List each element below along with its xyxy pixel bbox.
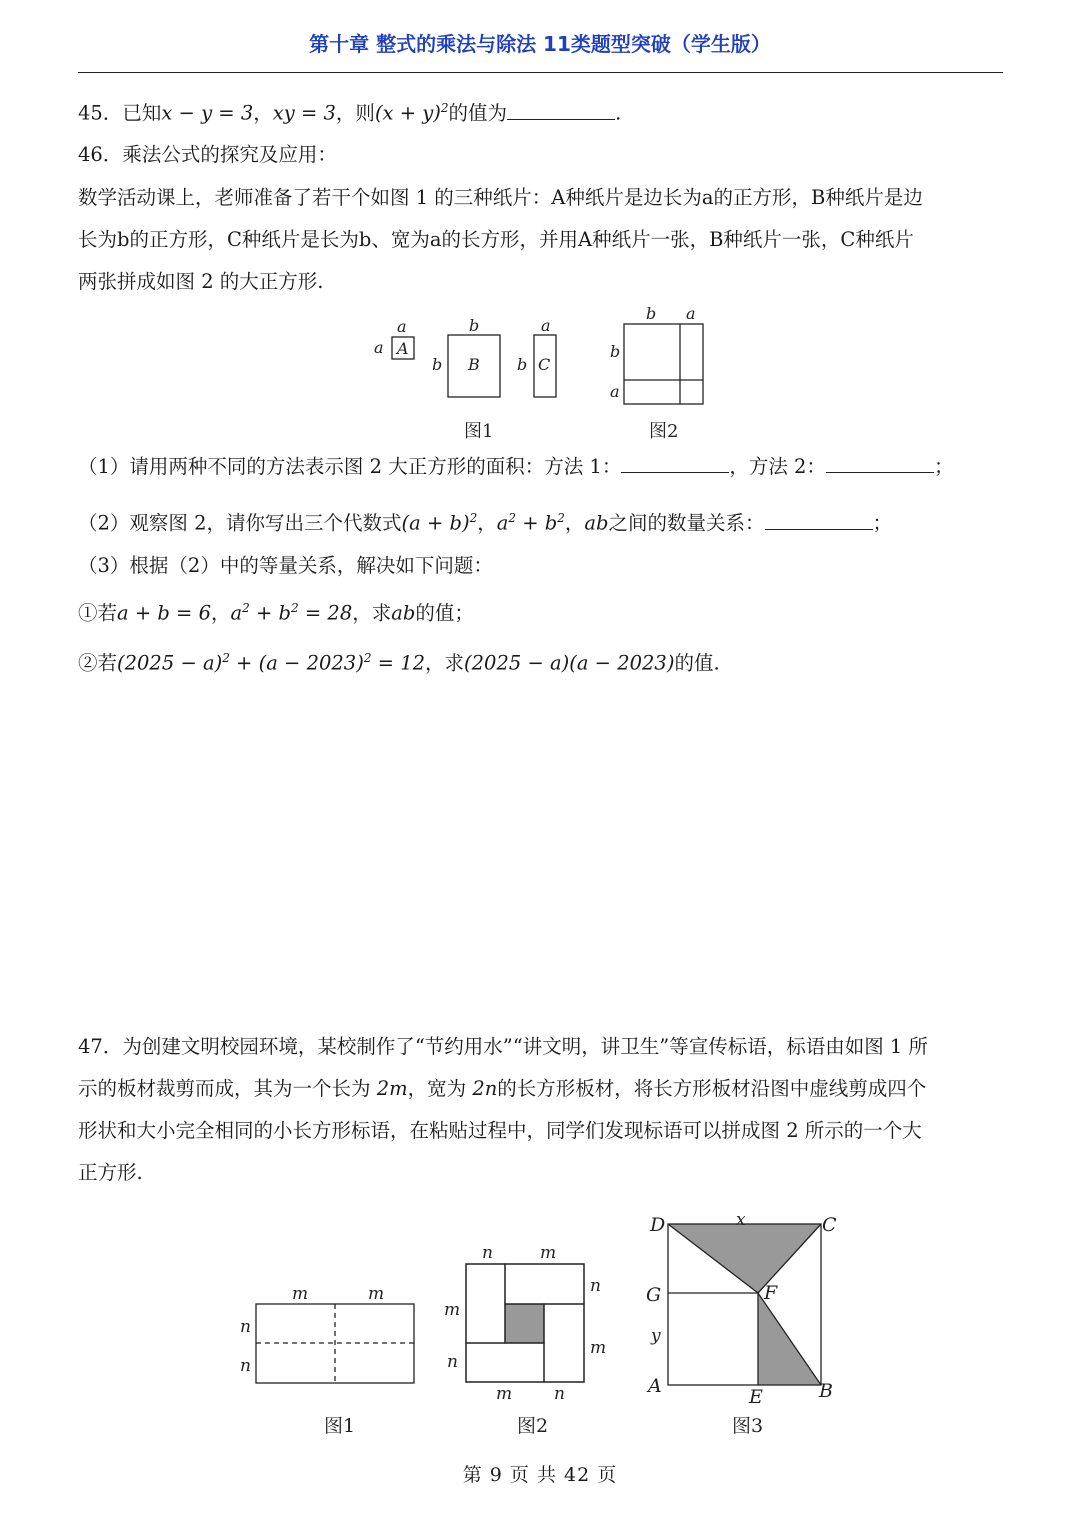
q46-part1-text: （1）请用两种不同的方法表示图 2 大正方形的面积：方法 1： <box>78 455 622 478</box>
q47-fig3-label-A: A <box>648 1375 662 1397</box>
q46-part2-text: （2）观察图 2，请你写出三个代数式 <box>78 511 402 535</box>
q46-sub2-exp2: 2 <box>363 651 372 665</box>
fig1-label-b-left: b <box>432 355 443 374</box>
q47-fig2-rect-left <box>466 1264 505 1343</box>
q46-part1-end: ； <box>933 455 954 478</box>
q46-sub2-expr2: + (a − 2023) <box>229 651 364 675</box>
page-header-title: 第十章 整式的乘法与除法 11类题型突破（学生版） <box>309 32 771 56</box>
fig1-label-a-left: a <box>374 338 384 357</box>
q46-part2-expr3: ab <box>584 511 609 535</box>
q46-number: 46． <box>78 143 123 166</box>
q45-sep: ， <box>253 101 273 125</box>
q46-part2-blank <box>765 511 873 530</box>
q46-sub2-ask: ，求 <box>425 651 465 675</box>
q46-sub1-exp2: 2 <box>291 601 299 615</box>
q47-fig3-label-B: B <box>819 1380 833 1402</box>
fig1-label-A: A <box>397 339 409 358</box>
q47-fig1-label-n2: n <box>240 1356 251 1376</box>
q46-sub-1 <box>78 594 1008 628</box>
q46-part1-blank-2 <box>826 454 934 473</box>
q47-line1: 为创建文明校园环境，某校制作了“节约用水”“讲文明，讲卫生”等宣传标语，标语由如图 1 所 <box>122 1035 929 1058</box>
q47-fig2-label-n-right: n <box>590 1276 601 1296</box>
q46-title: 乘法公式的探究及应用： <box>122 143 337 166</box>
fig1-label-c-left: b <box>517 355 528 374</box>
q47-fig2-rect-right <box>544 1304 584 1382</box>
q46-sub2-end: 的值. <box>674 651 720 675</box>
q47-fig3-label-y: y <box>651 1326 661 1346</box>
q47-fig1-label-m2: m <box>368 1284 385 1304</box>
q47-fig3-label-D: D <box>650 1214 666 1236</box>
q47-fig3-label-F: F <box>764 1282 778 1304</box>
q47-fig2-rect-bottom <box>466 1343 544 1382</box>
fig2-big-square <box>624 324 703 404</box>
q46-part-1 <box>78 453 1008 481</box>
q46-sub2-expr3: = 12 <box>371 651 426 675</box>
q46-part2-expr1: (a + b) <box>401 511 470 535</box>
q45-prefix: 已知 <box>122 101 162 125</box>
question-47-line-3: 形状和大小完全相同的小长方形标语，在粘贴过程中，同学们发现标语可以拼成图 2 所示的一个大 <box>78 1119 922 1142</box>
q47-fig2-label-n-left: n <box>447 1352 458 1372</box>
q46-part2-expr2a: a <box>496 511 509 535</box>
q46-sub1-end: 的值； <box>415 601 474 625</box>
q47-line2-n: 2n <box>472 1077 498 1100</box>
q45-mid: ，则 <box>335 101 375 125</box>
q46-part-2 <box>78 504 1008 538</box>
q45-number: 45． <box>78 101 123 125</box>
q46-figures <box>360 305 720 445</box>
q47-figures <box>230 1205 860 1450</box>
q46-part1-method2: ，方法 2： <box>729 455 826 478</box>
q46-intro-line-2: 长为b的正方形，C种纸片是长为b、宽为a的长方形，并用A种纸片一张，B种纸片一张，C种纸片 <box>78 228 914 251</box>
q47-line2c: 的长方形板材，将长方形板材沿图中虚线剪成四个 <box>497 1077 927 1100</box>
q47-fig2-label-m-bottom: m <box>496 1384 513 1404</box>
q47-fig2-center-square <box>505 1304 544 1343</box>
q47-fig3-label-x: x <box>736 1210 746 1230</box>
q47-fig2-rect-top <box>505 1264 584 1304</box>
q47-fig2-caption: 图2 <box>517 1415 549 1437</box>
q46-intro-line-1: 数学活动课上，老师准备了若干个如图 1 的三种纸片：A种纸片是边长为a的正方形，B种纸片是边 <box>78 186 923 209</box>
q46-fig2-caption: 图2 <box>649 421 679 442</box>
q47-fig1-label-m1: m <box>292 1284 309 1304</box>
q45-suffix: 的值为 <box>448 101 508 125</box>
q46-part2-comma1: ， <box>477 511 497 535</box>
fig1-label-c-top: a <box>541 316 551 335</box>
q45-exponent: 2 <box>440 101 449 115</box>
fig1-label-B: B <box>468 355 480 374</box>
q45-expr3: (x + y) <box>374 101 441 125</box>
fig2-label-b-left: b <box>610 342 621 361</box>
q46-sub1-comma: ， <box>211 601 231 625</box>
q46-sub-2 <box>78 644 1008 678</box>
q45-expr1: x − y = 3 <box>161 101 254 125</box>
q47-fig2-label-m-top: m <box>540 1243 557 1263</box>
q46-sub1-expr1: a + b = 6 <box>117 601 212 625</box>
q46-sub2-expr4: (2025 − a)(a − 2023) <box>464 651 675 675</box>
q47-fig1-caption: 图1 <box>324 1415 356 1437</box>
header-divider <box>78 72 1003 73</box>
q46-sub1-exp1: 2 <box>242 601 250 615</box>
q46-fig1-caption: 图1 <box>464 421 494 442</box>
fig2-label-a-top: a <box>686 305 696 323</box>
q46-sub1-expr2b: + b <box>249 601 292 625</box>
q47-line2-m: 2m <box>376 1077 408 1100</box>
fig1-label-a-top: a <box>397 317 407 336</box>
q46-sub1-expr2c: = 28 <box>298 601 353 625</box>
page-footer: 第 9 页 共 42 页 <box>462 1464 618 1486</box>
q47-fig2-label-n-top: n <box>482 1243 493 1263</box>
q46-sub1-ask: ，求 <box>352 601 392 625</box>
question-47-line-2 <box>78 1075 1008 1103</box>
q46-intro-line-3: 两张拼成如图 2 的大正方形. <box>78 270 324 293</box>
fig2-label-a-left: a <box>610 382 620 401</box>
q47-number: 47． <box>78 1035 123 1058</box>
q46-sub2-exp1: 2 <box>222 651 230 665</box>
q46-part2-relation: 之间的数量关系： <box>608 511 765 535</box>
q45-expr2: xy = 3 <box>272 101 336 125</box>
q46-part2-exp3: 2 <box>557 511 565 525</box>
question-47-line-4: 正方形. <box>78 1161 143 1184</box>
q46-sub1-prefix: ①若 <box>78 601 118 625</box>
q46-sub1-expr3: ab <box>391 601 416 625</box>
q46-part-3: （3）根据（2）中的等量关系，解决如下问题： <box>78 554 493 577</box>
q45-answer-blank <box>507 101 615 120</box>
q46-part2-exp1: 2 <box>469 511 478 525</box>
q46-part2-comma2: ， <box>564 511 585 535</box>
fig2-label-b-top: b <box>646 305 657 323</box>
q46-sub1-expr2a: a <box>230 601 243 625</box>
question-47-line-1 <box>78 1033 1008 1061</box>
q47-fig3-caption: 图3 <box>732 1415 764 1437</box>
q46-part2-end: ； <box>872 511 893 535</box>
fig1-label-b-top: b <box>469 316 480 335</box>
q47-line2a: 示的板材裁剪而成，其为一个长为 <box>78 1077 377 1100</box>
q47-fig3-label-C: C <box>822 1214 837 1236</box>
question-46-title <box>78 141 1008 169</box>
q47-fig3-label-G: G <box>646 1284 662 1306</box>
q45-end: . <box>615 101 622 125</box>
q46-sub2-prefix: ②若 <box>78 651 118 675</box>
q46-sub2-expr1: (2025 − a) <box>117 651 223 675</box>
fig1-label-C: C <box>538 355 551 374</box>
q47-fig2-label-m-left: m <box>444 1300 461 1320</box>
q46-part2-expr2b: + b <box>516 511 558 535</box>
q47-fig2-label-m-right: m <box>590 1338 607 1358</box>
q47-fig3-label-E: E <box>749 1386 763 1408</box>
q47-fig2-label-n-bottom: n <box>554 1384 565 1404</box>
q47-fig1-label-n1: n <box>240 1317 251 1337</box>
q47-line2b: ，宽为 <box>407 1077 473 1100</box>
q46-part2-exp2: 2 <box>508 511 517 525</box>
question-45 <box>78 94 1008 128</box>
q46-part1-blank-1 <box>621 454 729 473</box>
